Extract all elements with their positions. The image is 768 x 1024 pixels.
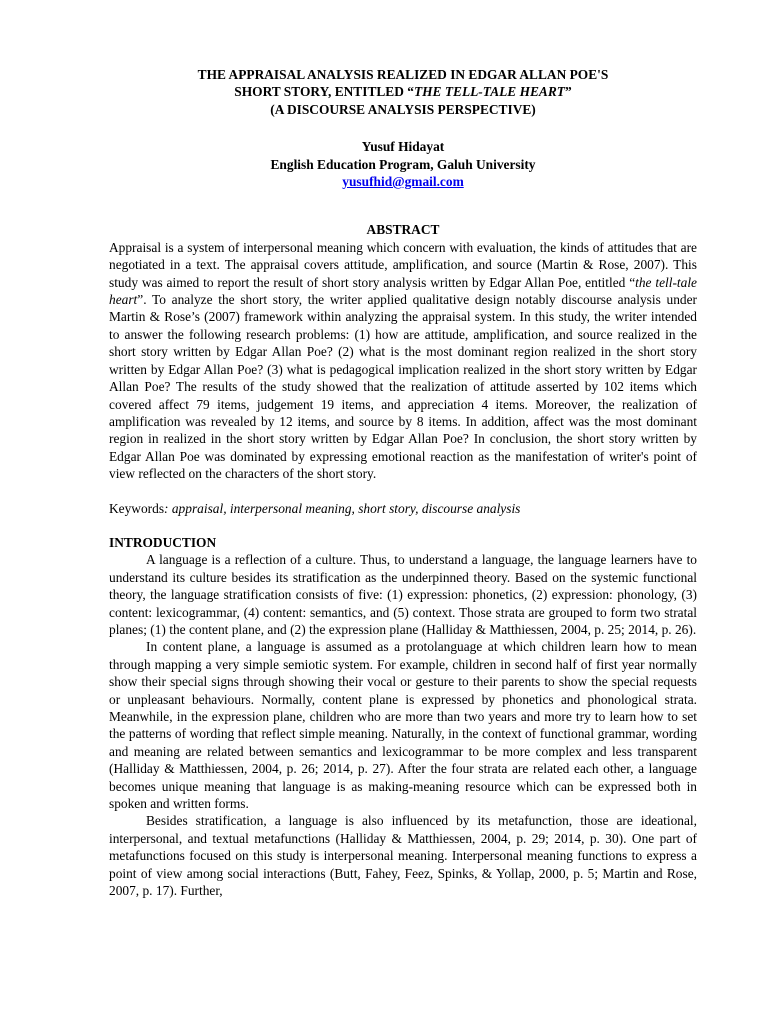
- title-line-1: THE APPRAISAL ANALYSIS REALIZED IN EDGAR ALLAN POE'S: [197, 67, 609, 82]
- keywords-list: : appraisal, interpersonal meaning, short story, discourse analysis: [164, 500, 521, 516]
- introduction-heading: INTRODUCTION: [109, 534, 217, 550]
- title-line-3: (A DISCOURSE ANALYSIS PERSPECTIVE): [270, 101, 536, 117]
- paper-page: [109, 66, 697, 899]
- author-name: Yusuf Hidayat: [361, 139, 445, 155]
- abstract-text-part-1: Appraisal is a system of interpersonal meaning which concern with evaluation, the kinds of attitudes that are negotiated in a text. The appraisal covers attitude, amplification, and source (Martin & Rose, 2007). This study was aimed to report the result of short story analysis written by Edgar Allan Poe, entitled “: [109, 239, 697, 290]
- abstract-body: [109, 239, 697, 483]
- title-story-name: THE TELL-TALE HEART: [413, 84, 565, 100]
- title-line-2-prefix: SHORT STORY, ENTITLED “: [234, 84, 414, 100]
- introduction-paragraph-2: In content plane, a language is assumed as a protolanguage at which children learn how to mean through mapping a very simple semiotic system. For example, children in second half of first year normally show their special signs through showing their vocal or gesture to their parents to show the special requests or unpleasant behaviours. Normally, content plane is expressed by phonetics and phonological strata. Meanwhile, in the expression plane, children who are more than two years and more try to learn how to set the patterns of wording that reflect simple meaning. Naturally, in the context of functional grammar, wording and meaning are related between semantics and lexicogrammar to be more complex and less transparent (Halliday & Matthiessen, 2004, p. 26; 2014, p. 27). After the four strata are related each other, a language becomes unique meaning that language is as making-meaning resource which can be expressed both in spoken and written forms.: [109, 639, 697, 812]
- abstract-story-name: the tell-tale heart: [109, 274, 697, 308]
- title-line-2-suffix: ”: [564, 84, 572, 100]
- paper-title: [109, 66, 697, 118]
- author-affiliation: English Education Program, Galuh University: [270, 156, 536, 172]
- author-block: [109, 138, 697, 190]
- abstract-text-part-2: ”. To analyze the short story, the writer applied qualitative design notably discourse analysis under Martin & Rose’s (2007) framework within analyzing the appraisal system. In this study, the writer intended to answer the following research problems: (1) how are attitude, amplification, and source realized in the short story written by Edgar Allan Poe? (2) what is the most dominant region realized in the short story written by Edgar Allan Poe? (3) what is pedagogical implication realized in the short story written by Edgar Allan Poe? The results of the study showed that the realization of attitude asserted by 102 items which covered affect 79 items, judgement 19 items, and appreciation 4 items. Moreover, the realization of amplification was revealed by 12 items, and source by 8 items. In addition, affect was the most dominant region in realized in the short story written by Edgar Allan Poe? In conclusion, the short story written by Edgar Allan Poe was dominated by expressing emotional reaction as the manifestation of writer's point of view reflected on the characters of the short story.: [109, 292, 697, 482]
- title-line-2: [109, 83, 697, 100]
- keywords-label: Keywords: [109, 500, 165, 516]
- author-email-link[interactable]: yusufhid@gmail.com: [342, 174, 464, 190]
- introduction-paragraph-3: Besides stratification, a language is also influenced by its metafunction, those are ideational, interpersonal, and textual metafunctions (Halliday & Matthiessen, 2004, p. 29; 2014, p. 30). One part of metafunctions focused on this study is interpersonal meaning. Interpersonal meaning functions to express a point of view among social interactions (Butt, Fahey, Feez, Spinks, & Yollap, 2000, p. 5; Martin and Rose, 2007, p. 17). Further,: [109, 813, 697, 899]
- introduction-paragraph-1: A language is a reflection of a culture. Thus, to understand a language, the language learners have to understand its culture besides its stratification as the underpinned theory. Based on the systemic functional theory, the language stratification consists of five: (1) expression: phonetics, (2) expression: phonology, (3) content: lexicogrammar, (4) content: semantics, and (5) context. Those strata are grouped to form two stratal planes; (1) the content plane, and (2) the expression plane (Halliday & Matthiessen, 2004, p. 25; 2014, p. 26).: [109, 552, 697, 637]
- abstract-heading: ABSTRACT: [366, 222, 440, 238]
- keywords-line: [109, 500, 697, 517]
